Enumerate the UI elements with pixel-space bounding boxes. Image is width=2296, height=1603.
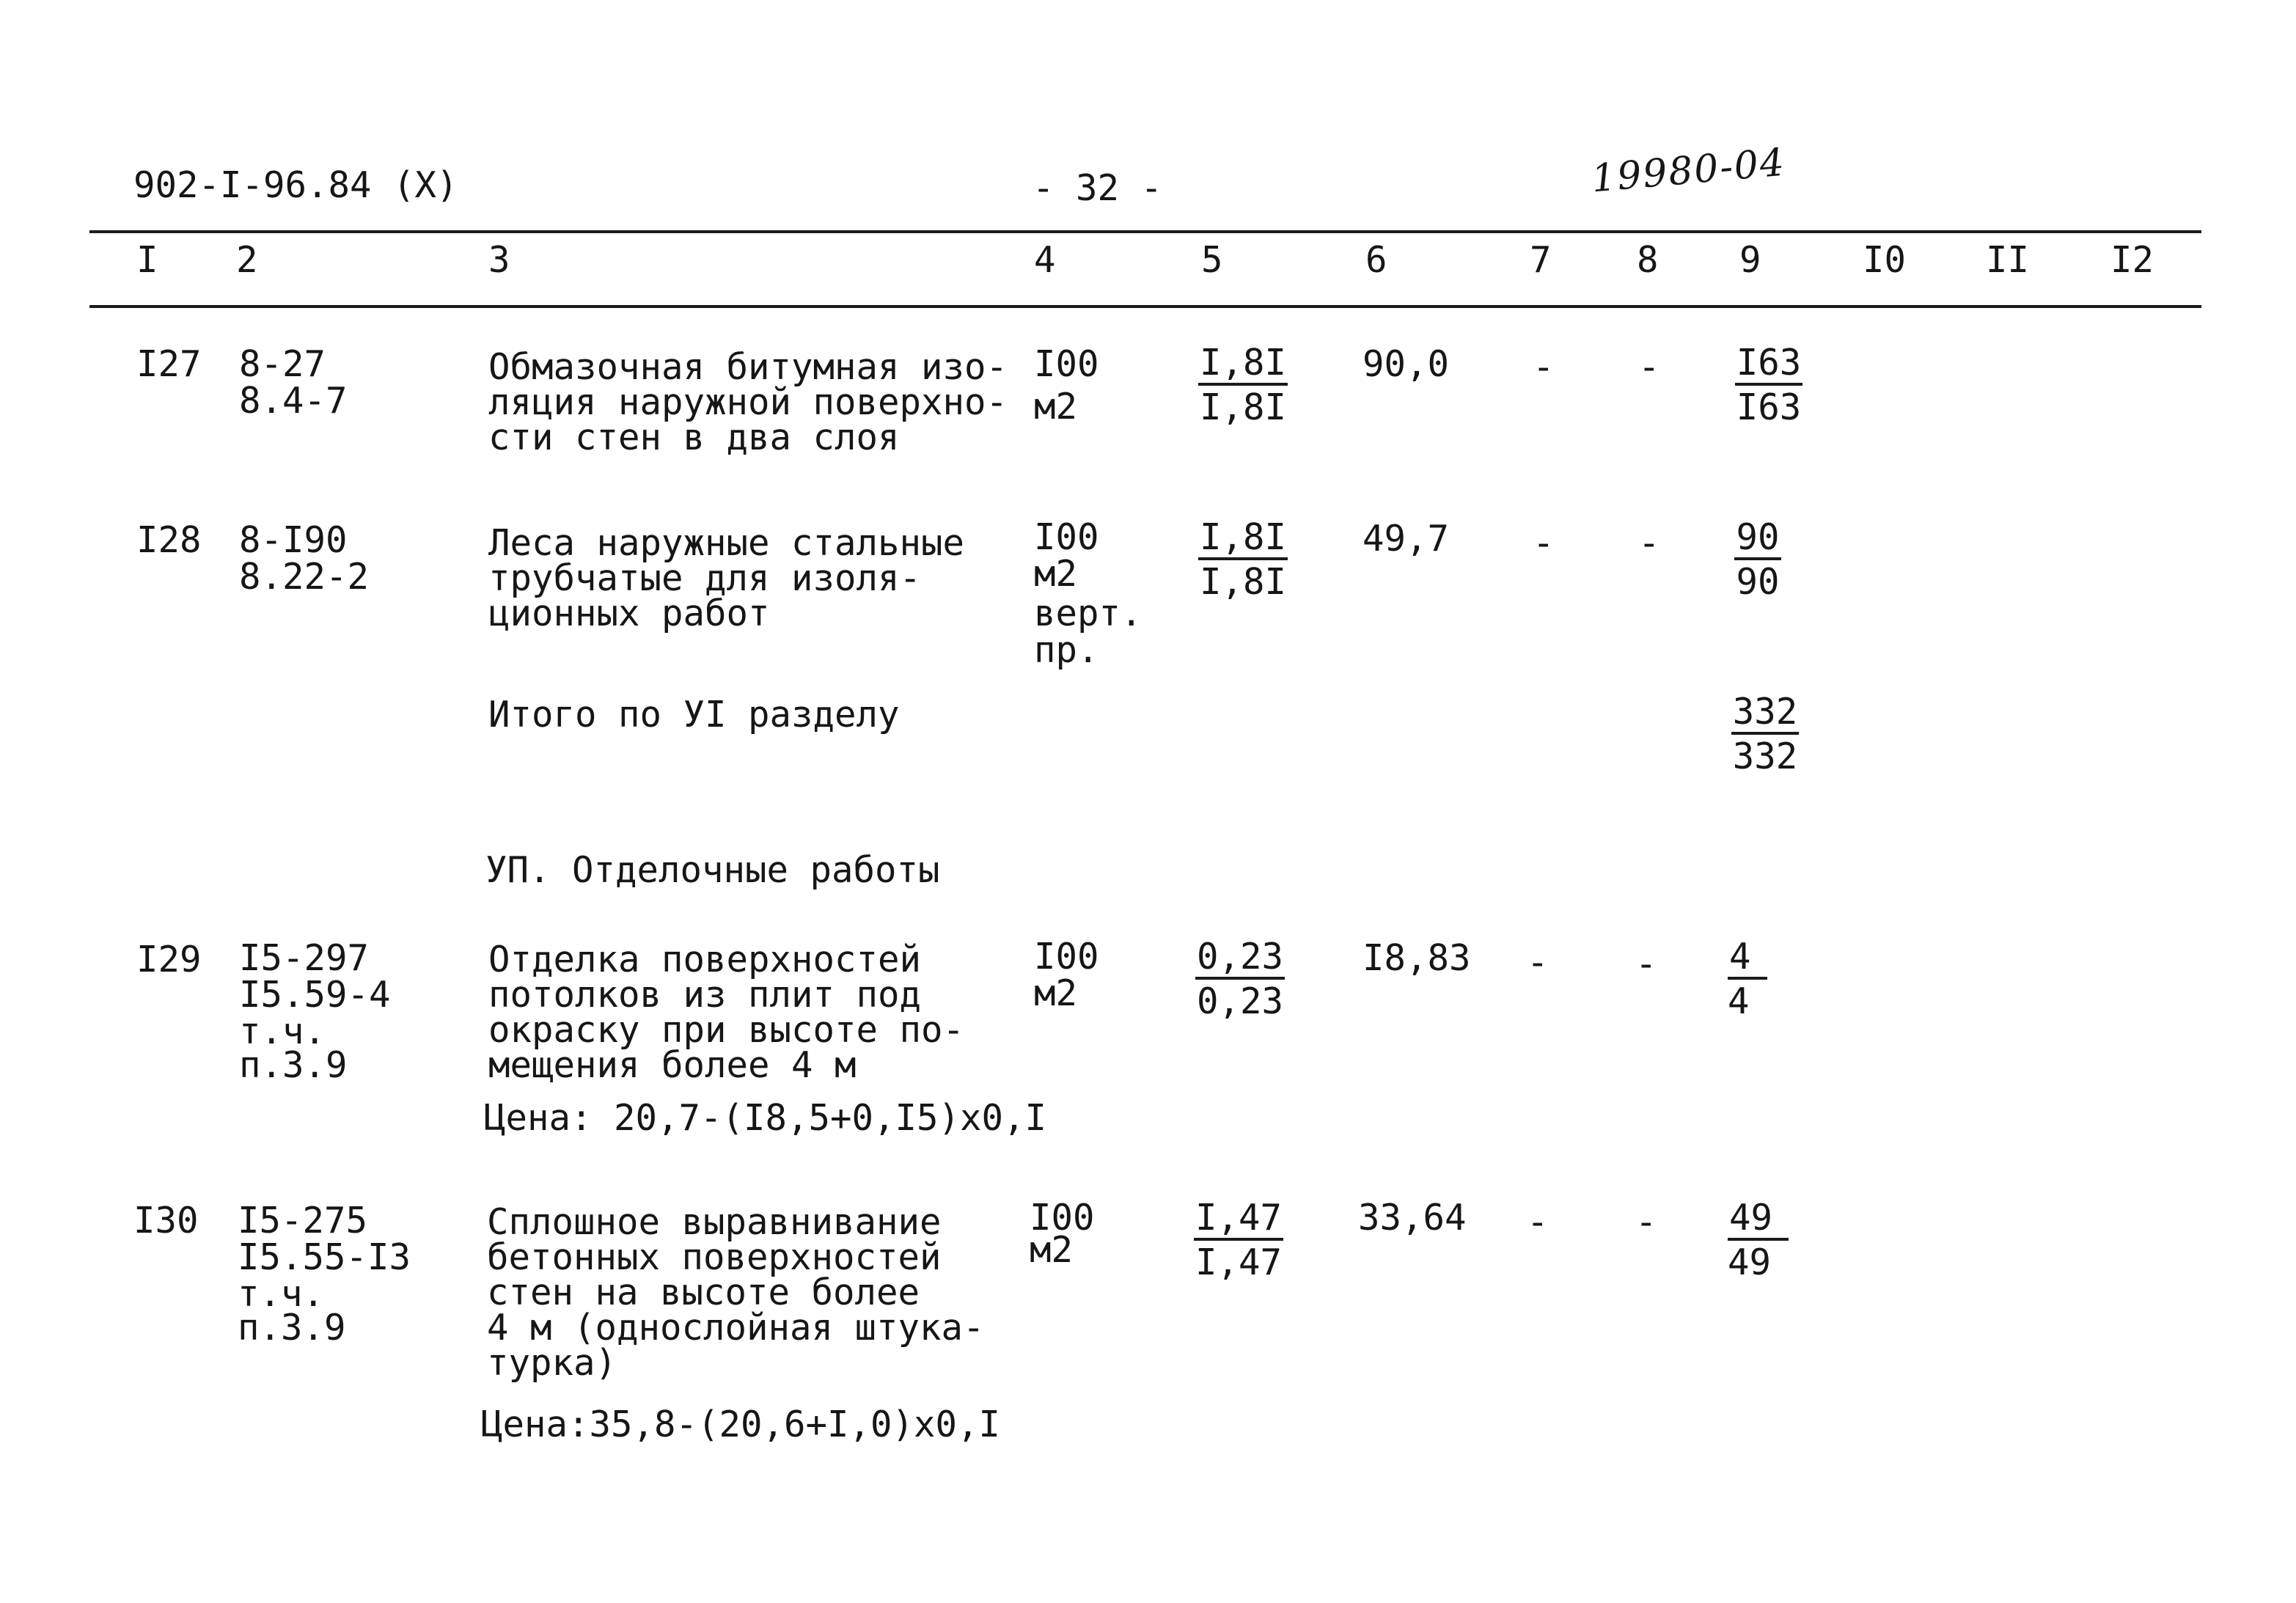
rate-code: п.3.9 xyxy=(238,1307,346,1349)
column-header-6: 6 xyxy=(1365,239,1387,281)
column-header-11: II xyxy=(1986,239,2030,281)
unit: I00 xyxy=(1030,1197,1095,1239)
work-description: потолков из плит под xyxy=(488,974,922,1016)
quantity-fraction xyxy=(1195,343,1291,430)
total-top: 49 xyxy=(1728,1198,1789,1241)
column-8-value: - xyxy=(1638,522,1660,564)
quantity-bottom: I,47 xyxy=(1195,1241,1282,1283)
quantity-fraction xyxy=(1191,1198,1286,1285)
work-description: окраску при высоте по- xyxy=(488,1009,965,1051)
total-top: I63 xyxy=(1735,343,1803,386)
work-description: ционных работ xyxy=(488,593,770,634)
row-number: I28 xyxy=(136,519,202,561)
unit-price: 33,64 xyxy=(1358,1197,1467,1239)
column-8-value: - xyxy=(1635,943,1657,985)
column-header-12: I2 xyxy=(2110,239,2154,281)
total-top: 90 xyxy=(1734,518,1780,560)
quantity-fraction xyxy=(1195,518,1291,604)
unit-price: I8,83 xyxy=(1362,937,1471,979)
rate-code: т.ч. xyxy=(239,1010,326,1052)
total-fraction xyxy=(1728,937,1772,1024)
column-header-2: 2 xyxy=(236,239,258,281)
handwritten-number: 19980-04 xyxy=(1589,140,1788,202)
header-bottom-rule xyxy=(89,305,2201,308)
total-fraction xyxy=(1728,1198,1794,1285)
rate-code: I5.55-I3 xyxy=(238,1236,411,1278)
quantity-top: I,47 xyxy=(1194,1198,1283,1241)
total-bottom: 90 xyxy=(1736,561,1780,603)
row-number: I29 xyxy=(136,939,202,980)
unit-price: 90,0 xyxy=(1362,343,1450,385)
quantity-bottom: I,8I xyxy=(1199,386,1286,428)
unit: I00 xyxy=(1034,343,1099,385)
subtotal-label: Итого по УI разделу xyxy=(488,694,900,736)
work-description: Обмазочная битумная изо- xyxy=(488,346,1008,388)
quantity-top: 0,23 xyxy=(1195,937,1285,980)
doc-code: 902-I-96.84 (X) xyxy=(133,164,458,206)
quantity-bottom: I,8I xyxy=(1199,561,1286,603)
unit-price: 49,7 xyxy=(1362,518,1450,560)
work-description: стен на высоте более xyxy=(487,1272,920,1313)
rate-code: п.3.9 xyxy=(239,1044,348,1086)
rate-code: I5-297 xyxy=(239,937,370,979)
column-header-9: 9 xyxy=(1739,239,1761,281)
quantity-fraction xyxy=(1192,937,1288,1024)
subtotal-fraction xyxy=(1725,692,1805,779)
page-number: - 32 - xyxy=(1033,167,1163,209)
total-bottom: 4 xyxy=(1728,980,1750,1022)
work-description: 4 м (однослойная штука- xyxy=(487,1307,985,1349)
column-header-7: 7 xyxy=(1530,239,1552,281)
total-bottom: 49 xyxy=(1728,1241,1772,1283)
column-7-value: - xyxy=(1527,942,1549,983)
unit: м2 xyxy=(1034,553,1078,595)
rate-code: 8.22-2 xyxy=(239,556,370,598)
quantity-bottom: 0,23 xyxy=(1196,980,1283,1022)
header-top-rule xyxy=(89,230,2201,233)
quantity-top: I,8I xyxy=(1198,518,1288,560)
column-8-value: - xyxy=(1635,1201,1657,1243)
work-description: Сплошное выравнивание xyxy=(487,1201,942,1243)
unit: м2 xyxy=(1030,1229,1074,1271)
column-header-1: I xyxy=(136,239,158,281)
column-7-value: - xyxy=(1533,346,1555,388)
rate-code: 8-I90 xyxy=(239,519,348,561)
subtotal-bottom: 332 xyxy=(1732,736,1798,777)
work-description: Отделка поверхностей xyxy=(488,939,922,980)
price-formula: Цена:35,8-(20,6+I,0)x0,I xyxy=(481,1404,1001,1445)
column-7-value: - xyxy=(1533,522,1555,564)
column-header-3: 3 xyxy=(488,239,510,281)
unit: м2 xyxy=(1034,972,1078,1014)
unit: м2 xyxy=(1034,386,1078,428)
row-number: I27 xyxy=(136,343,202,385)
work-description: ляция наружной поверхно- xyxy=(488,381,1008,423)
column-8-value: - xyxy=(1638,346,1660,388)
rate-code: т.ч. xyxy=(238,1273,325,1315)
work-description: турка) xyxy=(487,1342,617,1384)
total-top: 4 xyxy=(1728,937,1767,980)
rate-code: I5-275 xyxy=(238,1200,368,1241)
work-description: трубчатые для изоля- xyxy=(488,557,922,599)
column-7-value: - xyxy=(1527,1201,1549,1243)
unit: верт. xyxy=(1034,593,1143,634)
section-title: УП. Отделочные работы xyxy=(485,849,940,891)
unit: I00 xyxy=(1034,936,1099,977)
work-description: Леса наружные стальные xyxy=(488,522,965,564)
row-number: I30 xyxy=(133,1200,199,1241)
total-fraction xyxy=(1725,343,1813,430)
total-fraction xyxy=(1725,518,1791,604)
rate-code: 8.4-7 xyxy=(239,380,348,422)
total-bottom: I63 xyxy=(1736,386,1802,428)
unit: I00 xyxy=(1034,516,1099,558)
subtotal-top: 332 xyxy=(1731,692,1800,735)
work-description: мещения более 4 м xyxy=(488,1044,857,1086)
quantity-top: I,8I xyxy=(1198,343,1288,386)
column-header-8: 8 xyxy=(1637,239,1659,281)
work-description: бетонных поверхностей xyxy=(487,1236,942,1278)
rate-code: I5.59-4 xyxy=(239,974,391,1016)
rate-code: 8-27 xyxy=(239,343,326,385)
work-description: сти стен в два слоя xyxy=(488,417,900,458)
unit: пр. xyxy=(1034,629,1099,671)
price-formula: Цена: 20,7-(I8,5+0,I5)x0,I xyxy=(484,1097,1047,1139)
column-header-5: 5 xyxy=(1201,239,1223,281)
column-header-4: 4 xyxy=(1034,239,1056,281)
column-header-10: I0 xyxy=(1863,239,1907,281)
